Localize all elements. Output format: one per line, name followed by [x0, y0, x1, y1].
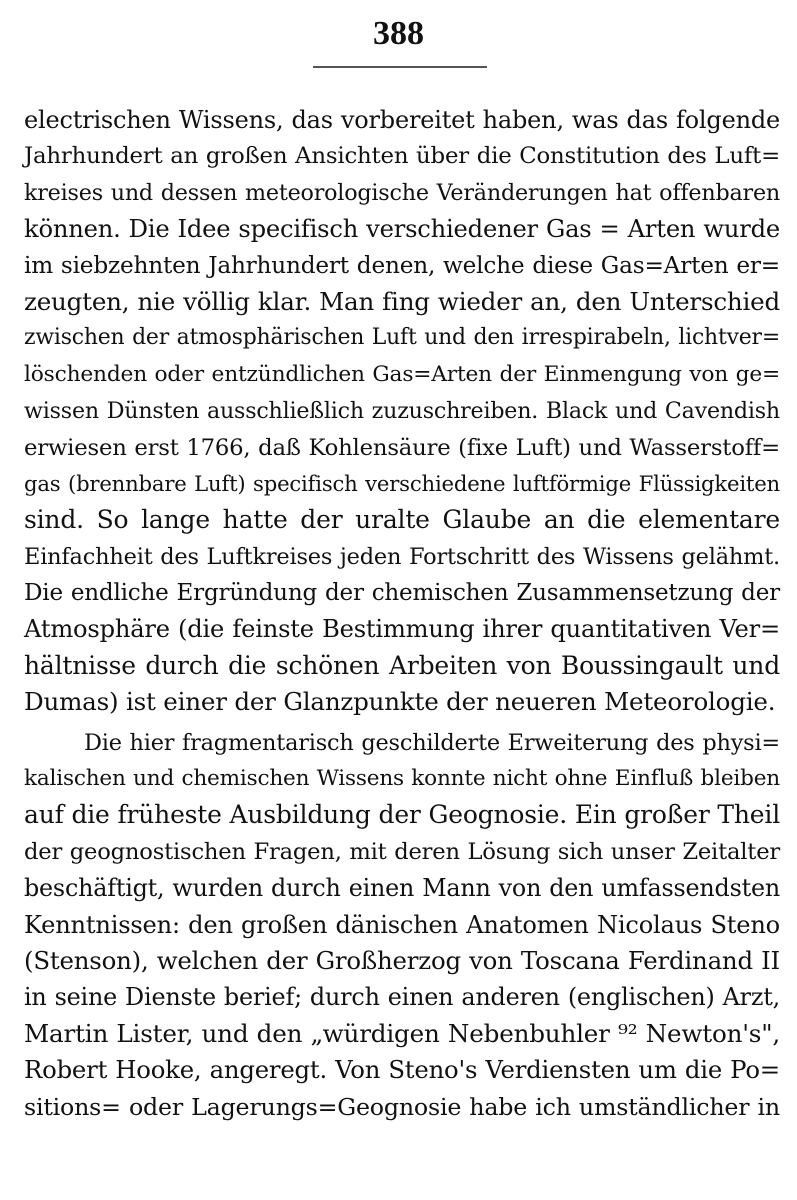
text-line: gas (brennbare Luft) specifisch verschiedene luftförmige Flüssigkeiten	[24, 470, 780, 496]
text-line: wissen Dünsten ausschließlich zuzuschreiben. Black und Cavendish	[24, 398, 780, 425]
text-line: erwiesen erst 1766, daß Kohlensäure (fixe Luft) und Wasserstoff=	[24, 434, 780, 461]
text-line: im siebzehnten Jahrhundert denen, welche diese Gas=Arten er=	[24, 251, 780, 279]
text-line: (Stenson), welchen der Großherzog von Toscana Ferdinand II	[24, 945, 780, 975]
text-line: Martin Lister, und den „würdigen Nebenbuhler ⁹² Newton's",	[24, 1018, 780, 1048]
text-line: zwischen der atmosphärischen Luft und den irrespirabeln, lichtver=	[24, 325, 780, 351]
text-line: kreises und dessen meteorologische Veränderungen hat offenbaren	[24, 179, 780, 206]
text-line: Kenntnissen: den großen dänischen Anatomen Nicolaus Steno	[24, 910, 780, 939]
text-line: kalischen und chemischen Wissens konnte nicht ohne Einfluß bleiben	[24, 766, 780, 792]
text-line: auf die früheste Ausbildung der Geognosie. Ein großer Theil	[24, 800, 780, 830]
paragraph-2	[24, 725, 780, 1125]
text-line: der geognostischen Fragen, mit deren Lösung sich unser Zeitalter	[24, 838, 780, 865]
text-line: zeugten, nie völlig klar. Man fing wieder an, den Unterschied	[24, 286, 780, 316]
text-line: Die hier fragmentarisch geschilderte Erweiterung des physi=	[84, 729, 780, 756]
text-line: können. Die Idee specifisch verschiedener Gas = Arten wurde	[24, 215, 780, 244]
body-text	[24, 102, 780, 1125]
paragraph-1	[24, 102, 780, 721]
text-line: Jahrhundert an großen Ansichten über die Constitution des Luft=	[24, 143, 780, 170]
text-line: löschenden oder entzündlichen Gas=Arten der Einmengung von ge=	[24, 361, 780, 387]
text-line: beschäftigt, wurden durch einen Mann von den umfassendsten	[24, 874, 780, 903]
text-line: sitions= oder Lagerungs=Geognosie habe ich umständlicher in	[24, 1092, 780, 1121]
text-line: sind. So lange hatte der uralte Glaube an die elementare	[24, 505, 780, 535]
text-line: in seine Dienste berief; durch einen anderen (englischen) Arzt,	[24, 983, 780, 1012]
header-rule	[313, 66, 487, 68]
page-number: 388	[373, 15, 424, 52]
text-line: Die endliche Ergründung der chemischen Zusammensetzung der	[24, 580, 780, 607]
text-line: hältnisse durch die schönen Arbeiten von Boussingault und	[24, 650, 780, 680]
text-line: Dumas) ist einer der Glanzpunkte der neueren Meteorologie.	[24, 687, 776, 717]
text-line: Atmosphäre (die feinste Bestimmung ihrer quantitativen Ver=	[24, 615, 780, 644]
text-line: Robert Hooke, angeregt. Von Steno's Verdiensten um die Po=	[24, 1055, 780, 1085]
text-line: electrischen Wissens, das vorbereitet haben, was das folgende	[24, 106, 780, 134]
text-line: Einfachheit des Luftkreises jeden Fortschritt des Wissens gelähmt.	[24, 543, 780, 570]
